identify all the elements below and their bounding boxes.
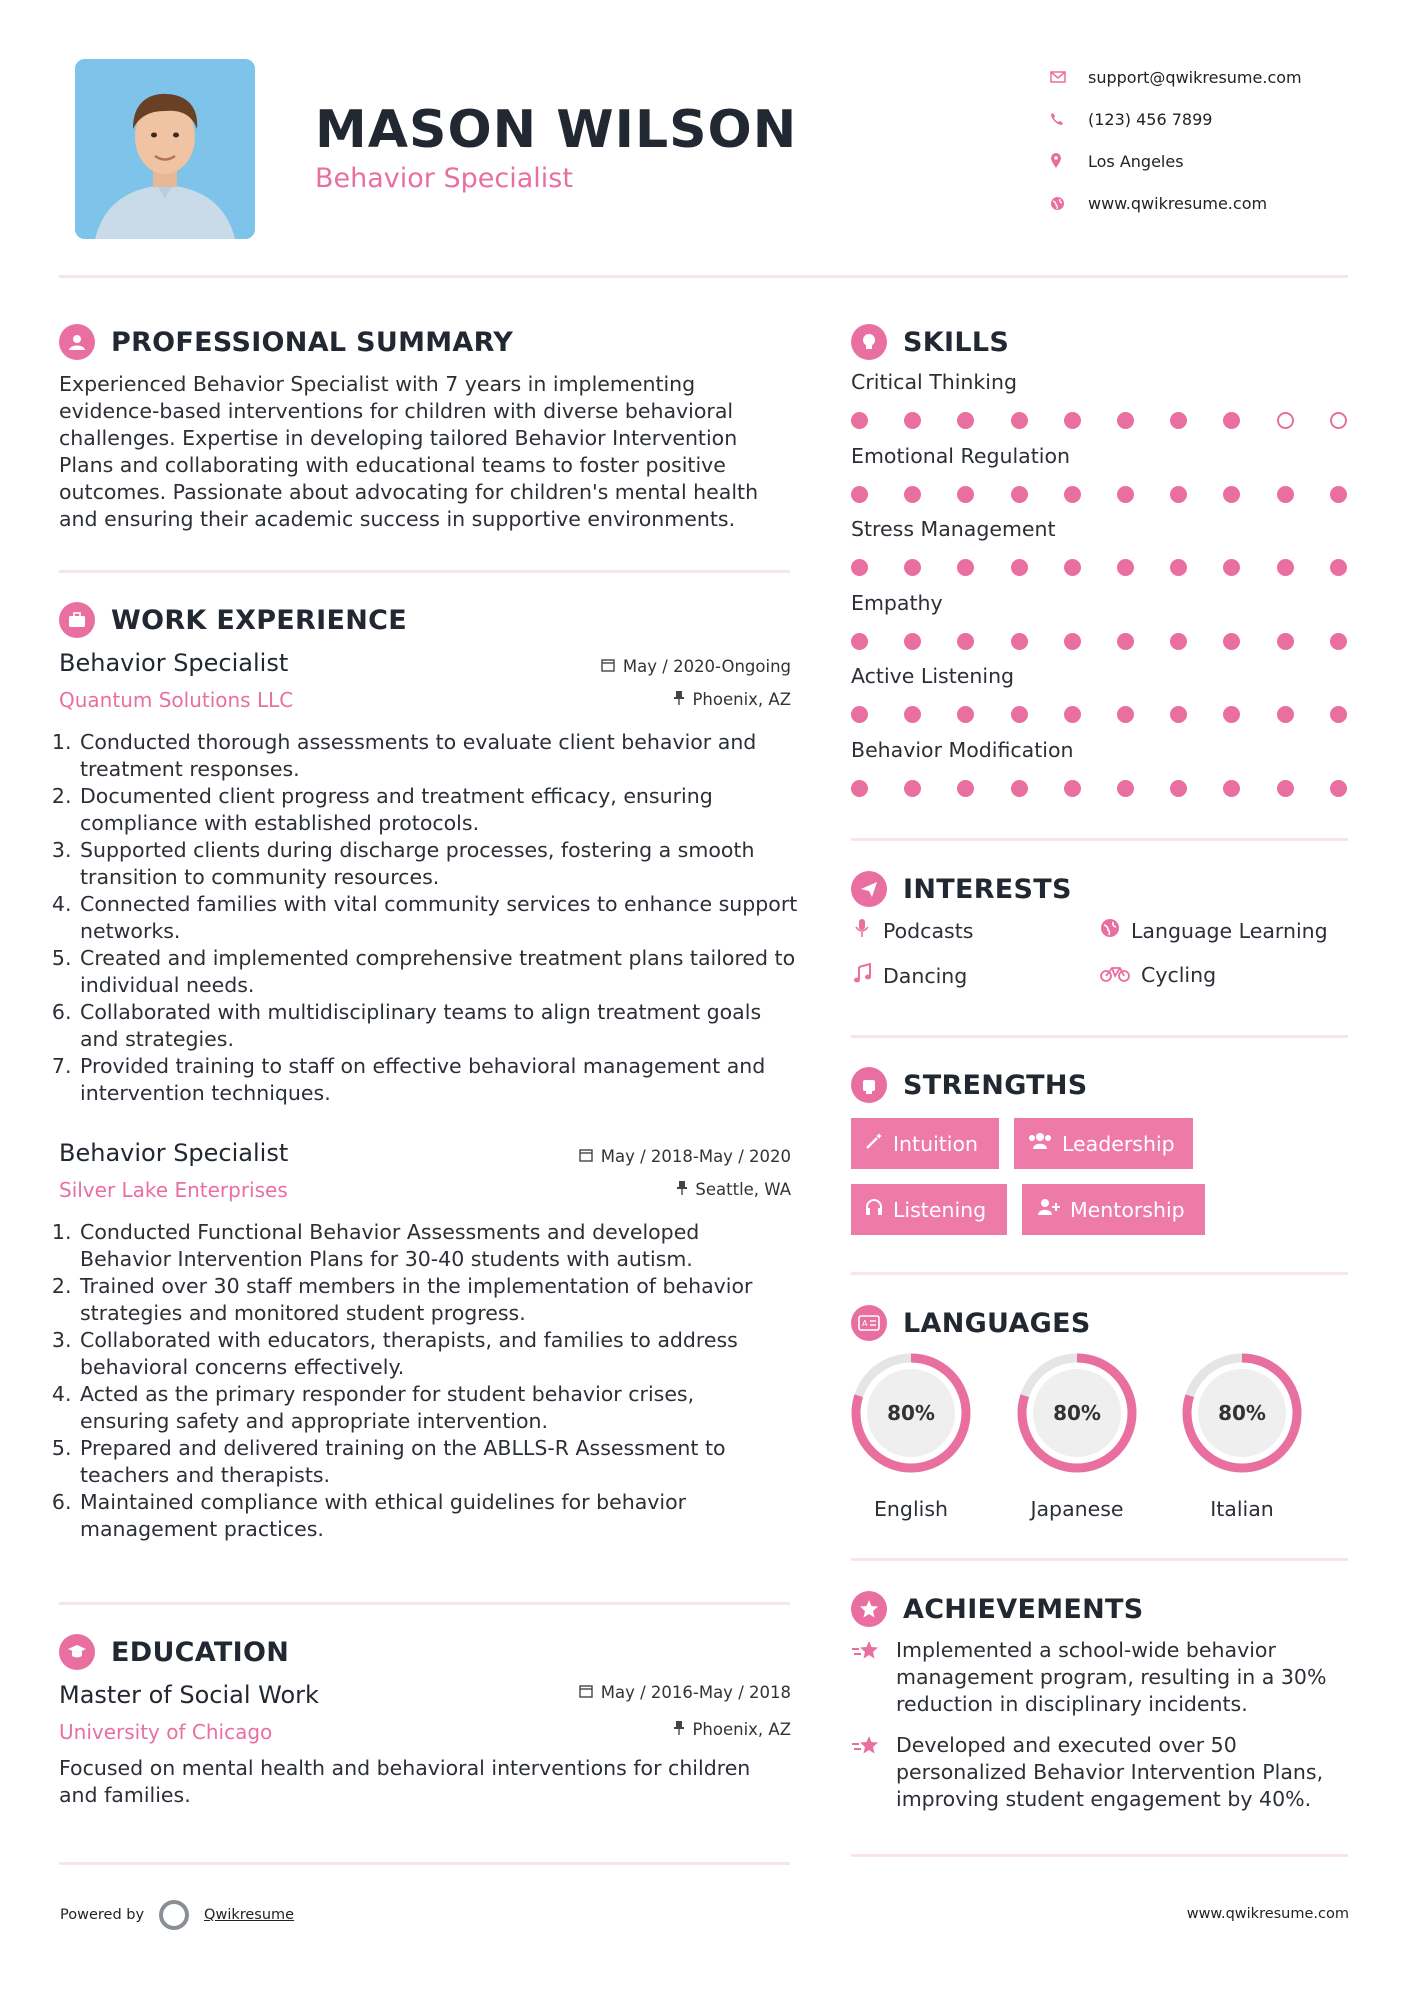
list-item: 1. Conducted thorough assessments to evaluate client behavior and treatment responses. [78,729,798,783]
rating-dot-filled [1223,486,1240,503]
education-school: University of Chicago [59,1720,273,1744]
envelope-icon [1050,71,1088,83]
globe-icon [1050,196,1088,211]
job-2-dates-text: May / 2018-May / 2020 [600,1147,791,1166]
rating-dot-filled [904,412,921,429]
achievements-title: ACHIEVEMENTS [903,1593,1144,1625]
strength-label: Listening [893,1197,987,1222]
rating-dot-filled [851,706,868,723]
interest-label: Language Learning [1131,918,1328,943]
rating-dot-filled [957,486,974,503]
interest-cycling [1099,963,1216,987]
rating-dot-filled [1170,780,1187,797]
education-text: Focused on mental health and behavioral interventions for children and families. [59,1756,751,1807]
rating-dot-filled [904,706,921,723]
language-percent: 80% [1218,1401,1266,1425]
rating-dot-filled [1277,559,1294,576]
rating-dot-filled [1064,633,1081,650]
skills-title: SKILLS [903,326,1010,358]
contact-website[interactable] [1050,182,1370,224]
interest-label: Podcasts [883,918,974,943]
rating-dot-filled [1223,633,1240,650]
skill-row [851,591,1351,653]
map-pin-icon [1050,153,1088,169]
interests-title: INTERESTS [903,873,1072,905]
rating-dot-filled [1117,706,1134,723]
rating-dot-filled [957,633,974,650]
strengths-title: STRENGTHS [903,1069,1088,1101]
skills-divider [851,838,1348,841]
candidate-name: MASON WILSON [315,100,798,160]
rating-dot-filled [1011,780,1028,797]
interest-label: Dancing [883,963,968,988]
bicycle-icon [1099,963,1131,987]
skill-rating [851,410,1351,432]
contact-email-text: support@qwikresume.com [1088,67,1302,87]
skill-name: Behavior Modification [851,737,1074,762]
languages-title: LANGUAGES [903,1307,1091,1339]
list-item: 5. Created and implemented comprehensive treatment plans tailored to individual needs. [78,945,798,999]
globe-icon [1099,918,1121,943]
rating-dot-filled [851,780,868,797]
users-icon [1028,1132,1052,1155]
pushpin-icon [674,1721,684,1739]
strength-listening [851,1184,1007,1235]
paper-plane-icon [851,871,887,907]
skill-row [851,664,1351,726]
rating-dot-filled [851,633,868,650]
interests-heading [851,871,1072,907]
language-name: Italian [1210,1497,1274,1521]
experience-title: WORK EXPERIENCE [111,604,407,636]
headphones-icon [865,1198,883,1221]
achievement-text: Developed and executed over 50 personalized Behavior Intervention Plans, improving student engagement by 40%. [896,1733,1324,1811]
job-2-location-text: Seattle, WA [695,1180,791,1199]
rating-dot-filled [904,633,921,650]
languages-divider [851,1558,1348,1561]
rating-dot-filled [904,486,921,503]
header-divider [59,275,1348,278]
contact-email[interactable] [1050,56,1370,98]
contact-list [1050,56,1370,224]
rating-dot-filled [1277,706,1294,723]
achievement-item [851,1732,1361,1813]
skill-row [851,517,1351,579]
rating-dot-filled [1117,412,1134,429]
rating-dot-filled [1011,633,1028,650]
language-name: English [873,1497,949,1521]
strength-leadership [1014,1118,1193,1169]
rating-dot-filled [1170,633,1187,650]
contact-website-text: www.qwikresume.com [1088,193,1268,213]
job-2-location [500,1180,791,1199]
rating-dot-filled [1011,486,1028,503]
job-1-bullets [58,729,798,1107]
education-title: EDUCATION [111,1636,290,1668]
education-location [500,1720,791,1739]
shooting-star-icon [851,1639,896,1718]
rating-dot-filled [1223,412,1240,429]
language-percent: 80% [1053,1401,1101,1425]
fist-icon [851,1067,887,1103]
job-1-company: Quantum Solutions LLC [59,688,294,712]
interest-podcasts [851,918,973,943]
interest-label: Cycling [1141,963,1217,987]
calendar-icon [601,658,615,676]
strength-label: Leadership [1062,1131,1175,1156]
education-dates-text: May / 2016-May / 2018 [600,1683,791,1702]
skill-rating [851,778,1351,800]
language-item [1015,1351,1139,1521]
rating-dot-filled [1277,633,1294,650]
skill-name: Stress Management [851,517,1056,541]
skill-row [851,370,1351,432]
microphone-icon [851,918,873,943]
lightbulb-icon [851,324,887,360]
rating-dot-filled [957,780,974,797]
skill-rating [851,484,1351,506]
rating-dot-filled [1011,412,1028,429]
briefcase-icon [59,602,95,638]
list-item: 2. Trained over 30 staff members in the implementation of behavior strategies and monitored student progress. [78,1273,778,1327]
rating-dot-filled [1330,706,1347,723]
rating-dot-filled [1064,486,1081,503]
rating-dot-filled [1117,486,1134,503]
profile-photo [75,59,255,239]
rating-dot-filled [1330,780,1347,797]
achievements-divider [851,1854,1348,1857]
contact-phone[interactable] [1050,98,1370,140]
education-heading [59,1634,289,1670]
rating-dot-filled [851,412,868,429]
list-item: 7. Provided training to staff on effective behavioral management and intervention techniques. [78,1053,798,1107]
achievement-text: Implemented a school-wide behavior management program, resulting in a 30% reduction in disciplinary incidents. [896,1638,1327,1716]
summary-heading [59,324,513,360]
strengths-divider [851,1272,1348,1275]
education-dates [500,1683,791,1702]
list-item: 4. Connected families with vital community services to enhance support networks. [78,891,798,945]
skill-rating [851,631,1351,653]
list-item: 2. Documented client progress and treatment efficacy, ensuring compliance with established protocols. [78,783,798,837]
summary-title: PROFESSIONAL SUMMARY [111,326,514,358]
job-2-bullets [58,1219,778,1543]
rating-dot-filled [904,780,921,797]
calendar-icon [579,1148,593,1166]
skill-rating [851,557,1351,579]
user-plus-icon [1036,1198,1060,1221]
list-item: 1. Conducted Functional Behavior Assessments and developed Behavior Intervention Plans for 30-40 students with autism. [78,1219,778,1273]
job-1-title: Behavior Specialist [59,649,289,677]
qwikresume-logo-icon [159,1900,189,1930]
calendar-icon [579,1684,593,1702]
strengths-heading [851,1067,1088,1103]
magic-wand-icon [865,1132,883,1155]
rating-dot-filled [1064,559,1081,576]
rating-dot-filled [1170,412,1187,429]
rating-dot-filled [1170,486,1187,503]
user-icon [59,324,95,360]
contact-phone-text: (123) 456 7899 [1088,109,1213,129]
pushpin-icon [674,691,684,709]
rating-dot-filled [851,559,868,576]
award-icon [851,1591,887,1627]
svg-text:A: A [862,1319,868,1328]
shooting-star-icon [851,1734,896,1813]
rating-dot-filled [1277,486,1294,503]
rating-dot-empty [1330,412,1347,429]
footer-url[interactable]: www.qwikresume.com [1186,1906,1349,1922]
interest-dancing [851,963,967,988]
education-divider [59,1862,790,1865]
rating-dot-filled [1117,559,1134,576]
job-2-dates [500,1147,791,1166]
strength-intuition [851,1118,999,1169]
achievement-item [851,1637,1361,1718]
skill-row [851,444,1351,506]
brand-link[interactable]: Qwikresume [204,1907,295,1923]
strength-label: Mentorship [1070,1197,1185,1222]
rating-dot-filled [1170,559,1187,576]
rating-dot-filled [904,559,921,576]
job-1-location-text: Phoenix, AZ [692,690,791,709]
rating-dot-filled [1330,486,1347,503]
achievements-heading [851,1591,1144,1627]
rating-dot-filled [1117,780,1134,797]
list-item: 6. Maintained compliance with ethical guidelines for behavior management practices. [78,1489,778,1543]
job-1-dates-text: May / 2020-Ongoing [622,657,791,676]
job-1-location [500,690,791,709]
summary-text: Experienced Behavior Specialist with 7 years in implementing evidence-based interventions for children with diverse behavioral challenges. Expertise in developing tailored Behavior Intervention Plans and collaborating with educational teams to foster positive outcomes. Passionate about advocating for children's mental health and ensuring their academic success in supportive environments. [59,372,759,531]
rating-dot-empty [1277,412,1294,429]
rating-dot-filled [1223,559,1240,576]
skill-name: Critical Thinking [851,370,1017,394]
footer-powered-by [60,1900,294,1930]
contact-location [1050,140,1370,182]
language-card-icon [851,1305,887,1341]
rating-dot-filled [957,706,974,723]
education-location-text: Phoenix, AZ [692,1720,791,1739]
rating-dot-filled [1223,780,1240,797]
rating-dot-filled [1223,706,1240,723]
strength-label: Intuition [893,1131,979,1156]
skill-row [851,738,1351,800]
summary-divider [59,570,790,573]
language-name: Japanese [1030,1497,1124,1521]
job-1-dates [500,657,791,676]
strength-mentorship [1022,1184,1205,1235]
list-item: 4. Acted as the primary responder for student behavior crises, ensuring safety and appropriate intervention. [78,1381,778,1435]
rating-dot-filled [1330,633,1347,650]
rating-dot-filled [957,559,974,576]
skill-rating [851,704,1351,726]
rating-dot-filled [1064,412,1081,429]
list-item: 6. Collaborated with multidisciplinary teams to align treatment goals and strategies. [78,999,798,1053]
graduation-icon [59,1634,95,1670]
experience-heading [59,602,407,638]
job-2-company: Silver Lake Enterprises [59,1178,288,1202]
rating-dot-filled [1277,780,1294,797]
language-item [1180,1351,1304,1521]
rating-dot-filled [851,486,868,503]
skill-name: Active Listening [851,664,1015,688]
powered-by-text: Powered by [60,1907,145,1923]
rating-dot-filled [1330,559,1347,576]
list-item: 5. Prepared and delivered training on the ABLLS-R Assessment to teachers and therapists. [78,1435,778,1489]
contact-location-text: Los Angeles [1088,151,1184,171]
pushpin-icon [677,1181,687,1199]
rating-dot-filled [1011,706,1028,723]
phone-icon [1050,112,1088,126]
experience-divider [59,1602,790,1605]
language-item [849,1351,973,1521]
rating-dot-filled [957,412,974,429]
interest-language-learning [1099,918,1328,943]
languages-heading [851,1305,1091,1341]
skills-heading [851,324,1009,360]
rating-dot-filled [1117,633,1134,650]
list-item: 3. Supported clients during discharge processes, fostering a smooth transition to community resources. [78,837,798,891]
job-2-title: Behavior Specialist [59,1139,289,1167]
rating-dot-filled [1170,706,1187,723]
rating-dot-filled [1011,559,1028,576]
candidate-role: Behavior Specialist [315,163,573,194]
language-percent: 80% [887,1401,935,1425]
skill-name: Emotional Regulation [851,443,1070,468]
rating-dot-filled [1064,706,1081,723]
music-note-icon [851,963,873,988]
rating-dot-filled [1064,780,1081,797]
education-degree: Master of Social Work [59,1681,319,1709]
interests-divider [851,1035,1348,1038]
skill-name: Empathy [851,590,943,615]
list-item: 3. Collaborated with educators, therapists, and families to address behavioral concerns effectively. [78,1327,778,1381]
